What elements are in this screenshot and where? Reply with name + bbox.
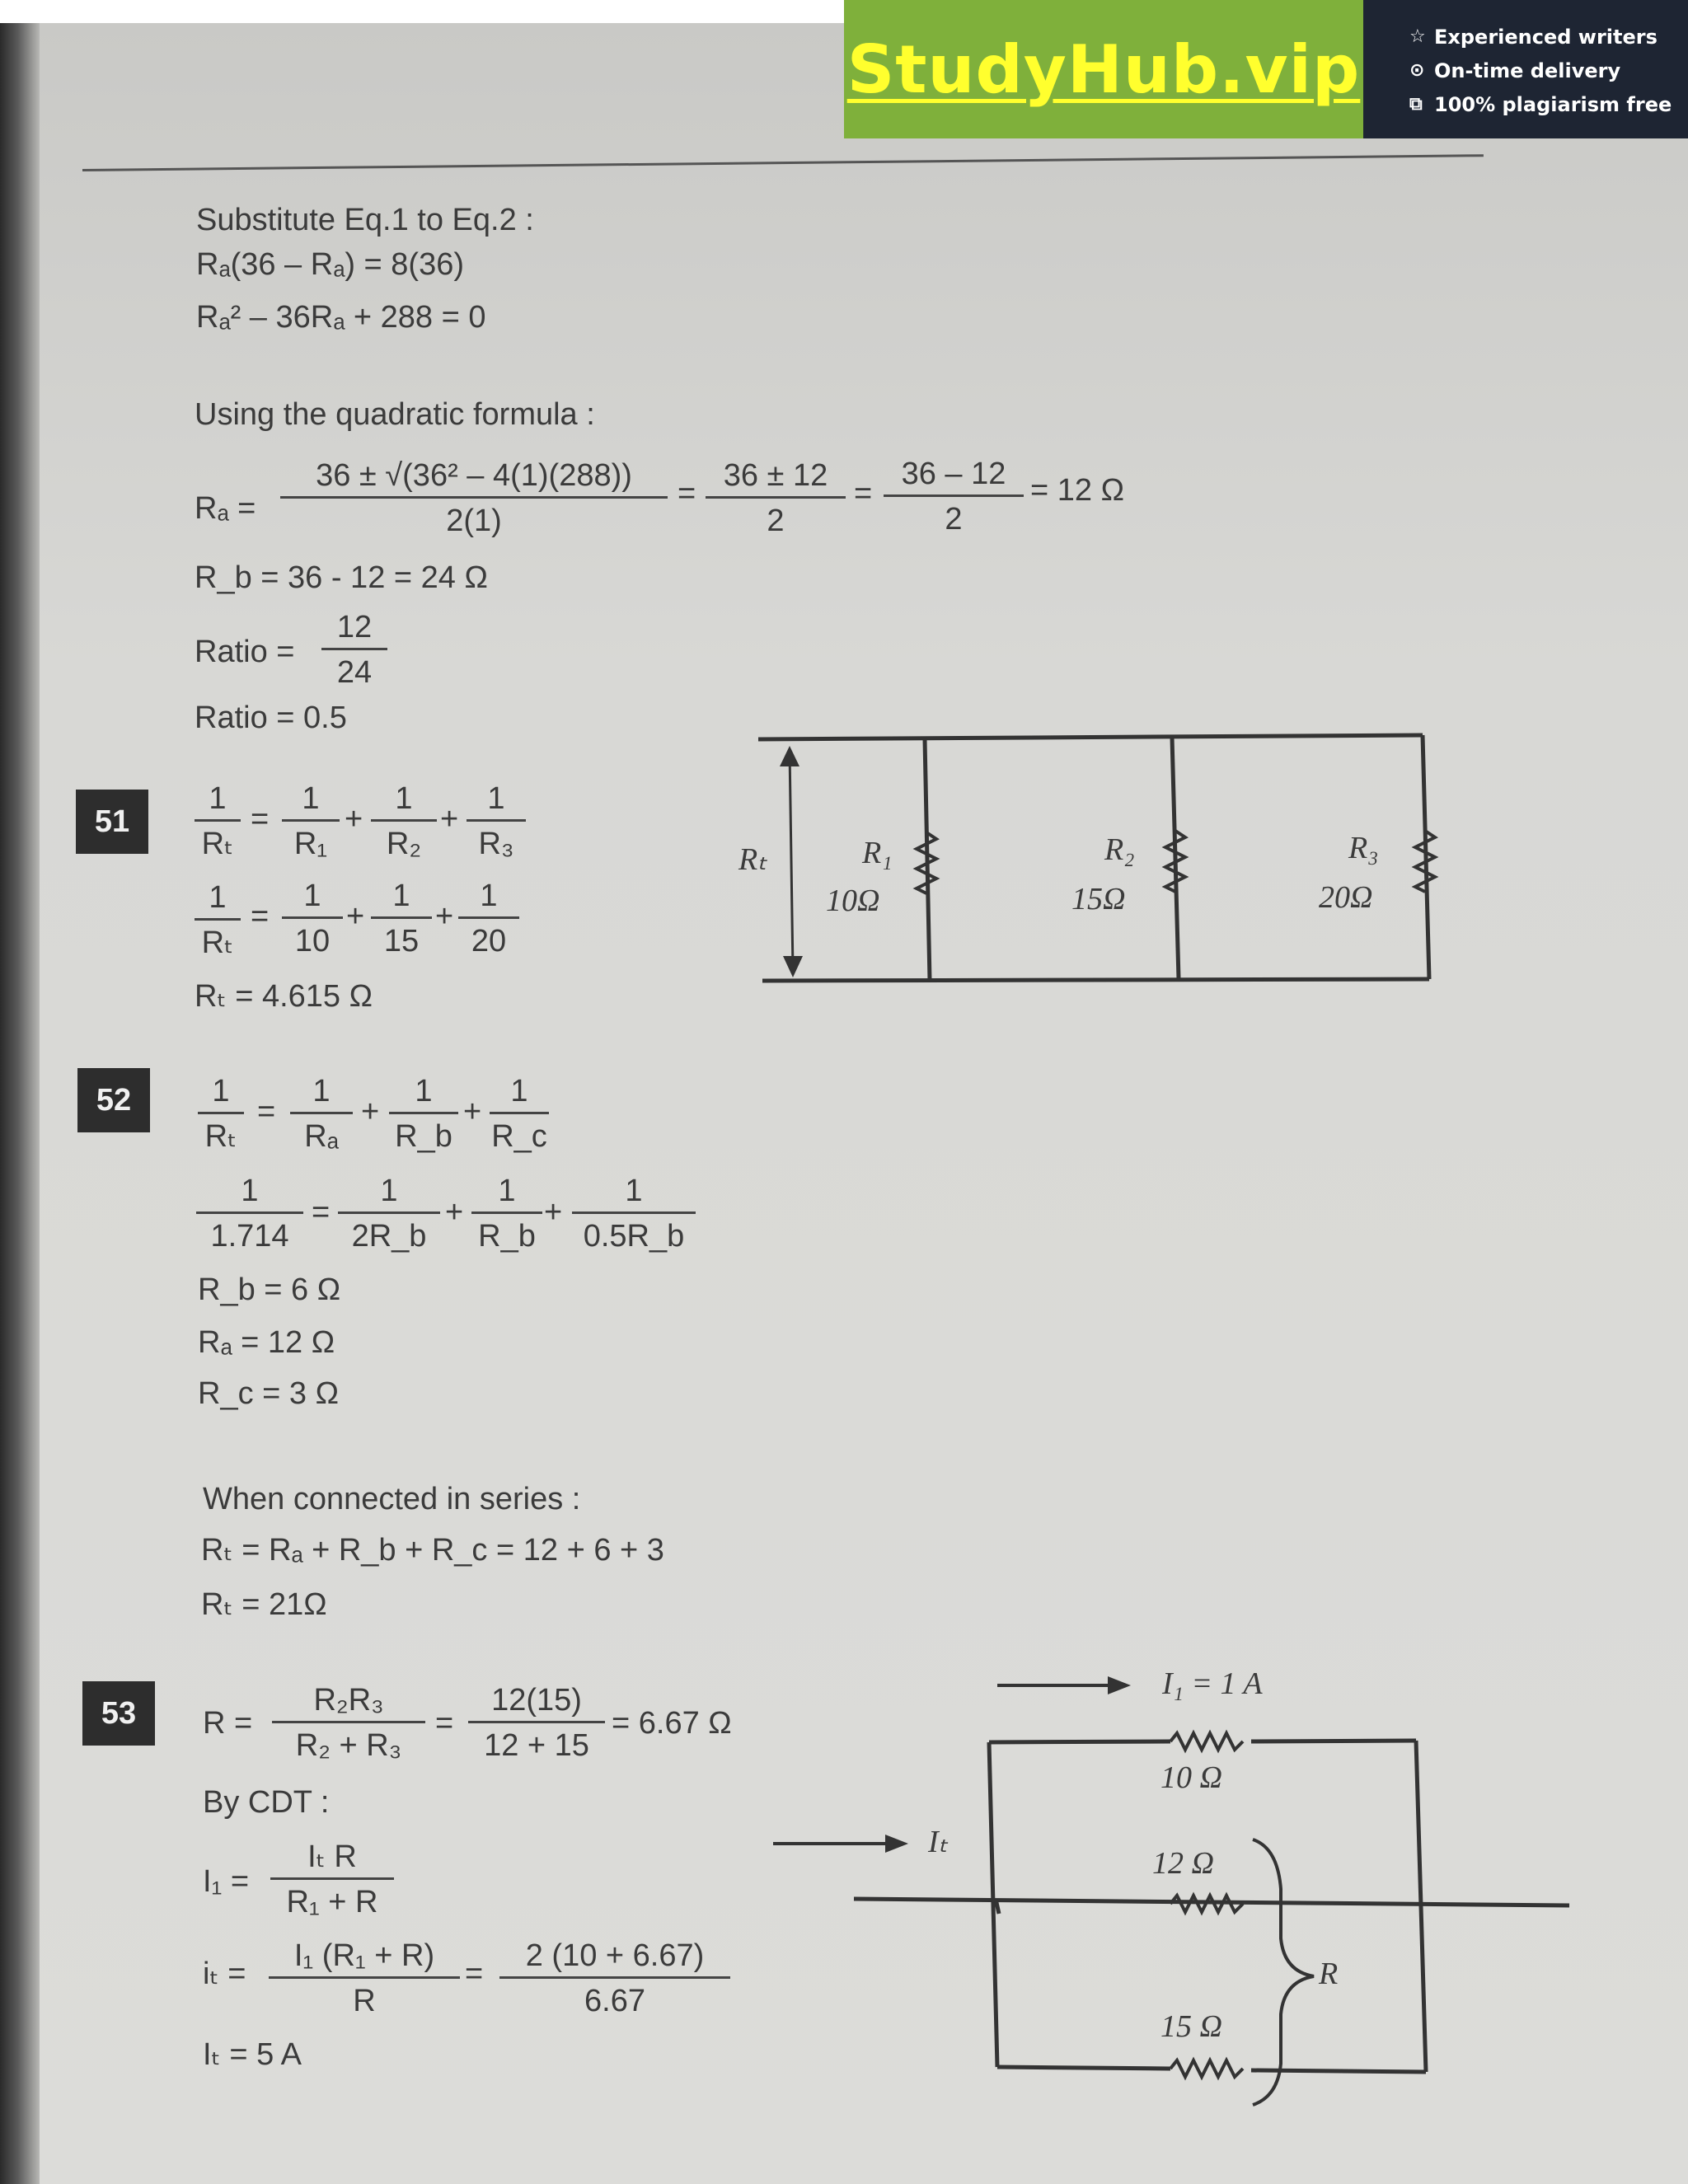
plus: + [463,1094,482,1129]
result: R_b = 6 Ω [198,1272,341,1307]
equation-lhs: Ratio = [195,635,295,669]
label-10-ohm: 10 Ω [1160,1760,1222,1795]
equals: = [312,1195,331,1230]
equation-lhs: R = [203,1706,253,1741]
equation: Rₜ = Rₐ + R_b + R_c = 12 + 6 + 3 [201,1533,664,1568]
current-arrows [773,1685,1113,1844]
fraction: $\frac{1}{R\_b}$ [389,1076,458,1152]
feature-label: Experienced writers [1434,25,1658,49]
equals: = [435,1706,454,1741]
fraction: $\frac{1}{\text{Rₐ}}$ [290,1076,353,1152]
quadratic-label: Using the quadratic formula : [195,397,595,432]
plus: + [361,1094,380,1129]
label-r1: R₁ [862,836,893,870]
equation-lhs: iₜ = [203,1957,246,1991]
parallel-circuit-51 [758,735,1429,981]
fraction: $\frac{\text{I₁ (R₁ + R)}}{R}$ [269,1940,460,2017]
fraction: $\frac{1}{\text{Rₜ}}$ [195,783,241,860]
result: Iₜ = 5 A [203,2037,302,2072]
equation: Rₐ² – 36Rₐ + 288 = 0 [196,300,486,335]
label-r3: R₃ [1348,831,1379,865]
result: Rₜ = 4.615 Ω [195,979,373,1014]
equals: = [678,476,696,511]
label-15-ohm: 15 Ω [1160,2009,1222,2044]
arrow-head [1108,1676,1131,1694]
problem-number-badge: 51 [76,790,148,854]
equals: = [854,476,873,511]
feature-label: 100% plagiarism free [1434,92,1672,116]
label-it: Iₜ [928,1825,948,1859]
feature-label: On-time delivery [1434,59,1621,82]
result: = 6.67 Ω [612,1706,732,1741]
plus: + [445,1195,464,1230]
fraction: $\frac{1}{15}$ [371,880,432,957]
label-r2: R₂ [1104,832,1135,867]
plus: + [346,899,365,934]
equation: R_b = 36 - 12 = 24 Ω [195,560,488,595]
fraction: $\frac{\text{R₂R₃}}{\text{R₂ + R₃}}$ [272,1685,425,1761]
plus: + [435,899,454,934]
fraction: $\frac{\text{36 ± √(36² – 4(1)(288))}}{2(1)}$ [280,460,668,537]
equation-lhs: I₁ = [203,1864,250,1899]
fraction: $\frac{1}{10}$ [282,880,343,957]
fraction: $\frac{36 - 12}{2}$ [884,458,1024,535]
star-icon: ☆ [1409,26,1426,47]
equation: Rₐ(36 – Rₐ) = 8(36) [196,247,465,282]
fraction: $\frac{1}{1.714}$ [196,1175,303,1252]
result: Rₜ = 21Ω [201,1587,327,1622]
label-r: R [1319,1957,1339,1991]
fraction: $\frac{1}{R\_c}$ [490,1076,549,1152]
label-12-ohm: 12 Ω [1152,1846,1214,1881]
fraction: $\frac{1}{\text{R₁}}$ [282,783,340,860]
fraction: $\frac{\text{Iₜ R}}{\text{R₁ + R}}$ [270,1841,394,1918]
fraction: $\frac{1}{\text{R₃}}$ [467,783,526,860]
arrow-head [885,1835,908,1853]
fraction: $\frac{1}{\text{Rₜ}}$ [198,1076,244,1152]
series-label: When connected in series : [203,1482,581,1516]
result: Rₐ = 12 Ω [198,1325,335,1360]
label-r2-value: 15Ω [1071,882,1126,916]
label-i1: I₁ = 1 A [1162,1666,1263,1701]
fraction: $\frac{1}{\text{Rₜ}}$ [195,882,241,958]
problem-number-badge: 52 [77,1068,150,1132]
brand-logo[interactable]: StudyHub.vip [846,30,1361,108]
equals: = [251,899,270,934]
fraction: $\frac{2 (10 + 6.67)}{6.67}$ [499,1940,730,2017]
copy-icon: ⧉ [1409,94,1423,115]
fraction: $\frac{1}{2R\_b}$ [338,1175,440,1252]
result: R_c = 3 Ω [198,1376,339,1411]
fraction: $\frac{1}{R\_b}$ [471,1175,542,1252]
fraction: $\frac{12}{24}$ [321,612,387,688]
fraction: $\frac{36 \pm 12}{2}$ [706,460,846,537]
fraction: $\frac{12(15)}{12 + 15}$ [468,1685,605,1761]
cdt-label: By CDT : [203,1785,330,1820]
plus: + [345,802,363,837]
label-rt: Rₜ [738,842,767,877]
label-r3-value: 20Ω [1319,880,1373,915]
result: = 12 Ω [1030,473,1124,508]
arrow-head [783,956,803,977]
fraction: $\frac{1}{\text{R₂}}$ [371,783,437,860]
substitute-line: Substitute Eq.1 to Eq.2 : [196,203,534,237]
equals: = [465,1957,484,1991]
clock-icon: ⊙ [1409,60,1425,81]
label-r1-value: 10Ω [826,883,880,918]
arrow-head [780,746,799,766]
fraction: $\frac{1}{20}$ [458,880,519,957]
plus: + [440,802,459,837]
result: Ratio = 0.5 [195,701,347,735]
fraction: $\frac{1}{0.5R\_b}$ [572,1175,696,1252]
plus: + [544,1195,563,1230]
problem-number-badge: 53 [82,1681,155,1746]
equals: = [257,1094,276,1129]
equation-lhs: Rₐ = [195,491,256,526]
equals: = [251,802,270,837]
